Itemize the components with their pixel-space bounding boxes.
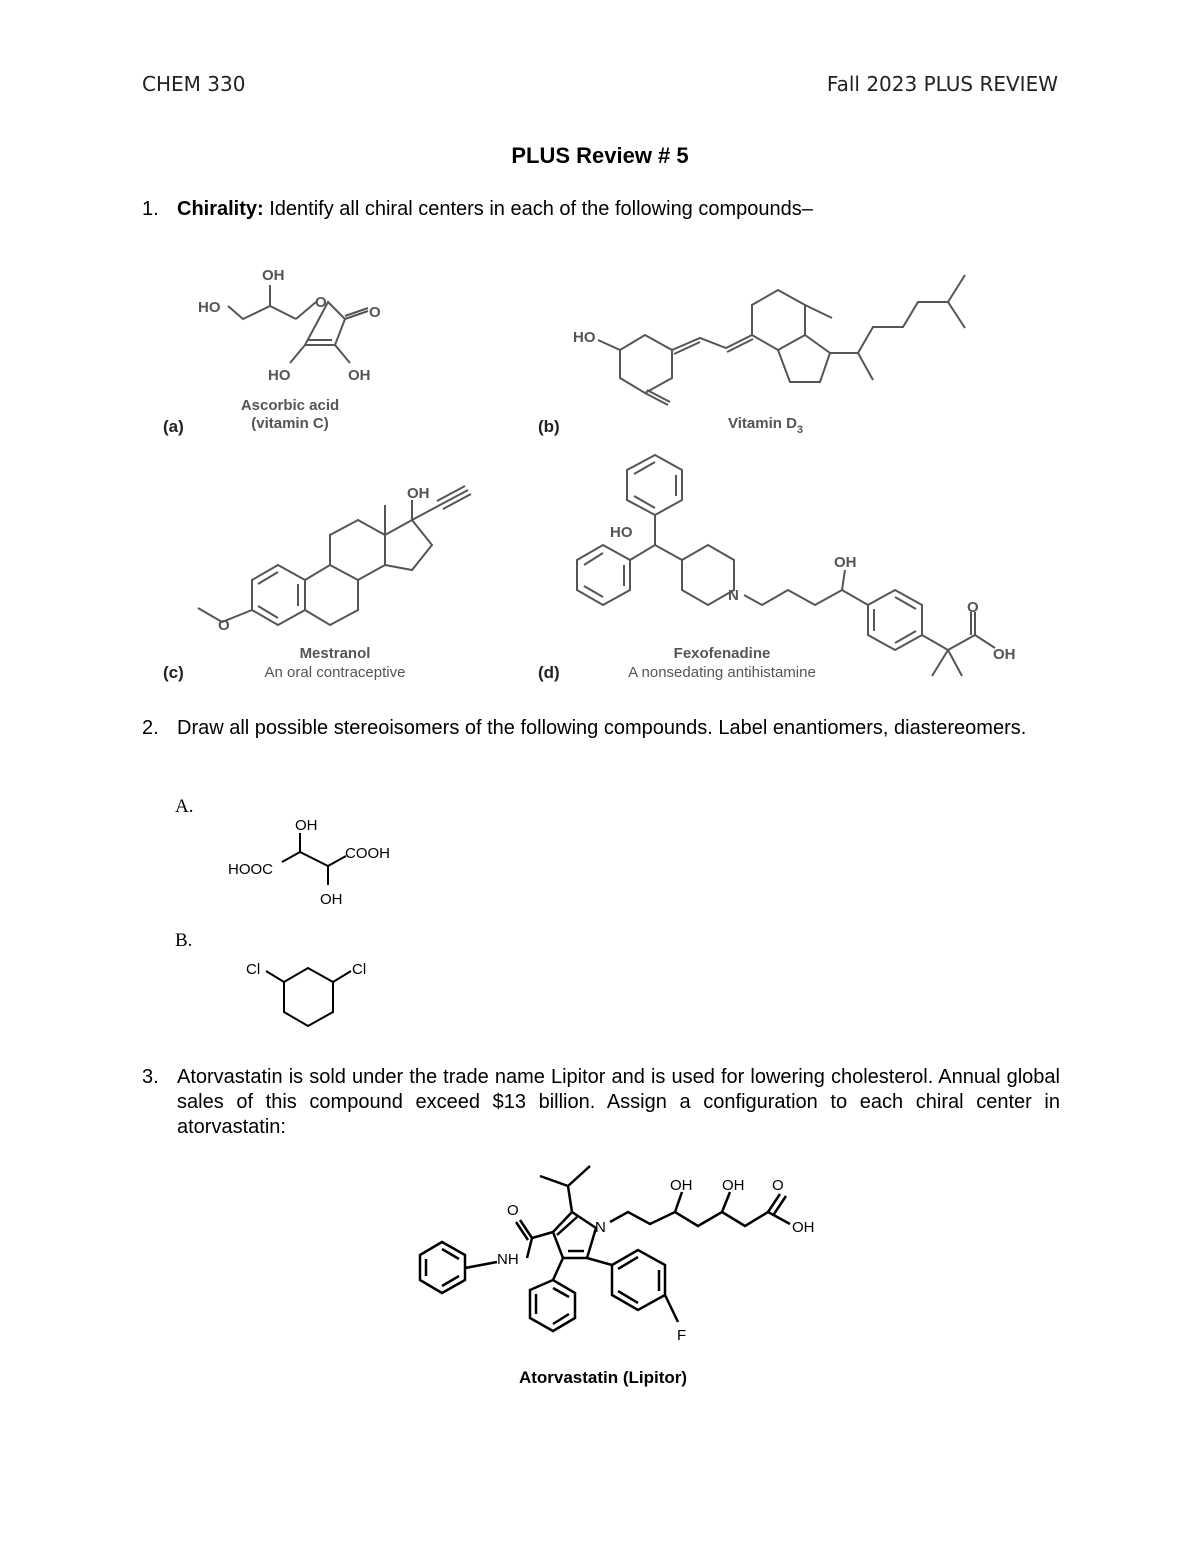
compound-subtitle: (vitamin C) bbox=[251, 415, 329, 432]
page-title: PLUS Review # 5 bbox=[511, 143, 689, 168]
figure-letter: (d) bbox=[538, 663, 560, 682]
compound-name-text: Vitamin D bbox=[728, 415, 797, 432]
tartaric-acid-structure bbox=[282, 833, 346, 885]
atom-label: O bbox=[967, 599, 979, 616]
atom-label: OH bbox=[348, 367, 371, 384]
atom-label: F bbox=[677, 1327, 687, 1344]
atom-label: OH bbox=[993, 646, 1016, 663]
atom-label: HO bbox=[573, 329, 596, 346]
compound-name: Fexofenadine bbox=[673, 645, 771, 662]
question-1-number: 1. bbox=[142, 198, 159, 220]
question-1-text: Identify all chiral centers in each of the following compounds– bbox=[263, 198, 813, 220]
compound-subtitle: An oral contraceptive bbox=[264, 664, 406, 681]
question-2-label-b: B. bbox=[175, 930, 193, 951]
atom-label: NH bbox=[497, 1251, 519, 1268]
atom-label: Cl bbox=[352, 961, 367, 978]
atom-label: OH bbox=[262, 267, 285, 284]
compound-name bbox=[728, 415, 803, 436]
question-1-bold: Chirality: bbox=[177, 198, 264, 220]
atom-label: OH bbox=[320, 891, 343, 908]
question-2-number: 2. bbox=[142, 717, 159, 739]
compound-name: Mestranol bbox=[299, 645, 371, 662]
ascorbic-acid-structure bbox=[228, 285, 368, 363]
atom-label: HO bbox=[610, 524, 633, 541]
figure-letter: (c) bbox=[163, 663, 184, 682]
question-3-number: 3. bbox=[142, 1066, 159, 1088]
vitamin-d3-structure bbox=[598, 275, 965, 405]
compound-subtitle: A nonsedating antihistamine bbox=[628, 664, 816, 681]
atom-label: OH bbox=[834, 554, 857, 571]
atom-label: OH bbox=[670, 1177, 693, 1194]
atom-label: HO bbox=[198, 299, 221, 316]
atom-label: O bbox=[218, 617, 230, 634]
atom-label: OH bbox=[722, 1177, 745, 1194]
mestranol-structure bbox=[198, 486, 471, 625]
atom-label: O bbox=[315, 294, 327, 311]
atom-label: N bbox=[595, 1219, 606, 1236]
atorvastatin-caption: Atorvastatin (Lipitor) bbox=[518, 1368, 688, 1387]
atom-label: N bbox=[728, 587, 739, 604]
atom-label: O bbox=[772, 1177, 784, 1194]
fexofenadine-structure bbox=[577, 455, 995, 676]
question-2-label-a: A. bbox=[175, 796, 194, 817]
question-2-text: Draw all possible stereoisomers of the following compounds. Label enantiomers, diastereomers. bbox=[177, 717, 1027, 739]
atom-label: O bbox=[369, 304, 381, 321]
dichlorocyclohexane-structure bbox=[266, 968, 351, 1026]
atom-label: OH bbox=[407, 485, 430, 502]
figure-letter: (a) bbox=[163, 417, 184, 436]
atom-label: HO bbox=[268, 367, 291, 384]
atom-label: Cl bbox=[246, 961, 261, 978]
atom-label: O bbox=[507, 1202, 519, 1219]
atom-label: OH bbox=[792, 1219, 815, 1236]
question-3-text: Atorvastatin is sold under the trade name Lipitor and is used for lowering cholesterol. Annual global sales of this compound exceed $13 billion. Assign a configuration to each chiral center in atorvastatin: bbox=[177, 1066, 1060, 1138]
atom-label: HOOC bbox=[228, 861, 273, 878]
figure-letter: (b) bbox=[538, 417, 560, 436]
header-term: Fall 2023 PLUS REVIEW bbox=[826, 72, 1058, 96]
compound-name-subscript: 3 bbox=[796, 424, 804, 436]
header-course: CHEM 330 bbox=[142, 72, 246, 96]
compound-name: Ascorbic acid bbox=[240, 397, 340, 414]
atom-label: COOH bbox=[345, 845, 390, 862]
atom-label: OH bbox=[295, 817, 318, 834]
